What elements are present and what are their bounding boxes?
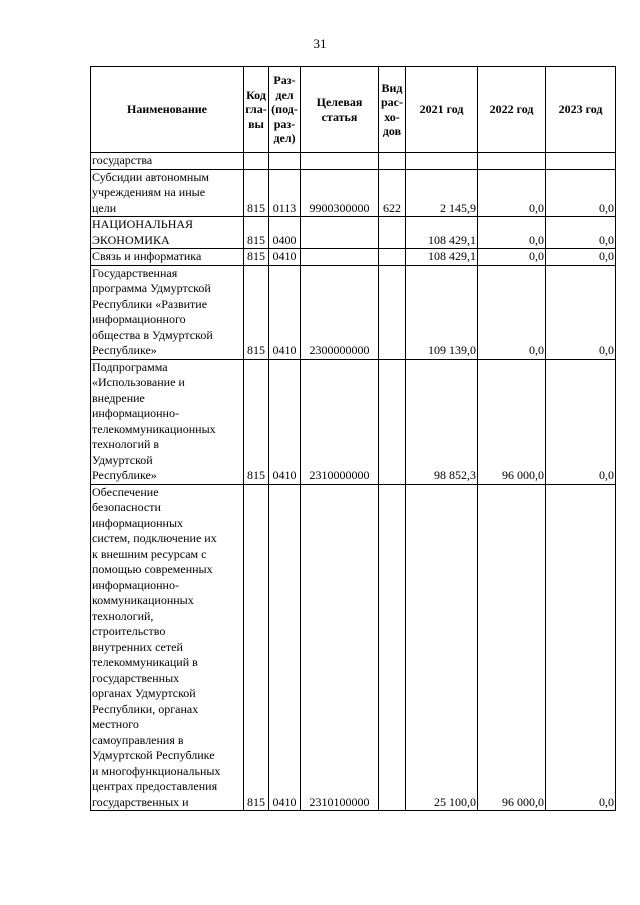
- row-target: [301, 249, 379, 266]
- row-code: 815: [244, 249, 269, 266]
- row-2021: 98 852,3: [406, 359, 478, 484]
- row-2023: 0,0: [546, 484, 616, 811]
- row-type: 622: [379, 169, 406, 217]
- row-2023: 0,0: [546, 359, 616, 484]
- row-section: 0400: [269, 217, 301, 249]
- row-2021: 2 145,9: [406, 169, 478, 217]
- row-type: [379, 359, 406, 484]
- row-target: [301, 217, 379, 249]
- row-target: 2310100000: [301, 484, 379, 811]
- header-target: Целевая статья: [301, 67, 379, 153]
- row-section: 0410: [269, 359, 301, 484]
- header-2023: 2023 год: [546, 67, 616, 153]
- row-2022: [478, 153, 546, 170]
- row-code: 815: [244, 265, 269, 359]
- row-2022: 96 000,0: [478, 359, 546, 484]
- row-type: [379, 217, 406, 249]
- table-row: [91, 169, 616, 217]
- row-target: [301, 153, 379, 170]
- row-2023: 0,0: [546, 217, 616, 249]
- row-name: НАЦИОНАЛЬНАЯ ЭКОНОМИКА: [91, 217, 244, 249]
- row-2021: 109 139,0: [406, 265, 478, 359]
- row-2022: 0,0: [478, 217, 546, 249]
- table-row: [91, 249, 616, 266]
- table-row: [91, 359, 616, 484]
- row-2021: 25 100,0: [406, 484, 478, 811]
- row-section: [269, 153, 301, 170]
- row-name: Подпрограмма «Использование и внедрение информационно- телекоммуникационных технологий в Удмуртской Республике»: [91, 359, 244, 484]
- row-name: государства: [91, 153, 244, 170]
- row-code: 815: [244, 217, 269, 249]
- header-name: Наименование: [91, 67, 244, 153]
- table-row: [91, 217, 616, 249]
- row-name: Связь и информатика: [91, 249, 244, 266]
- row-2021: 108 429,1: [406, 217, 478, 249]
- row-2023: 0,0: [546, 169, 616, 217]
- table-header-row: [91, 67, 616, 153]
- row-section: 0410: [269, 484, 301, 811]
- row-section: 0410: [269, 249, 301, 266]
- row-target: 2310000000: [301, 359, 379, 484]
- table-row: [91, 484, 616, 811]
- row-name: Обеспечение безопасности информационных систем, подключение их к внешним ресурсам с помощью современных информационно- коммуникационных технологий, строительство внутренних сетей телекоммуникаций в государственных органах Удмуртской Республики, органах местного самоуправления в Удмуртской Республике и многофункциональных центрах предоставления государственных и: [91, 484, 244, 811]
- row-type: [379, 484, 406, 811]
- row-code: [244, 153, 269, 170]
- row-type: [379, 265, 406, 359]
- header-expense-type: Вид рас- хо- дов: [379, 67, 406, 153]
- row-2022: 0,0: [478, 249, 546, 266]
- row-2021: [406, 153, 478, 170]
- page-number: 31: [313, 36, 327, 51]
- budget-table: [90, 66, 616, 811]
- row-2023: 0,0: [546, 249, 616, 266]
- table-row: [91, 265, 616, 359]
- header-2021: 2021 год: [406, 67, 478, 153]
- table-row: [91, 153, 616, 170]
- row-code: 815: [244, 169, 269, 217]
- row-section: 0113: [269, 169, 301, 217]
- row-target: 9900300000: [301, 169, 379, 217]
- row-2021: 108 429,1: [406, 249, 478, 266]
- row-2022: 96 000,0: [478, 484, 546, 811]
- row-2023: [546, 153, 616, 170]
- row-2023: 0,0: [546, 265, 616, 359]
- row-code: 815: [244, 484, 269, 811]
- row-name: Субсидии автономным учреждениям на иные цели: [91, 169, 244, 217]
- row-code: 815: [244, 359, 269, 484]
- row-name: Государственная программа Удмуртской Республики «Развитие информационного общества в Удмуртской Республике»: [91, 265, 244, 359]
- row-section: 0410: [269, 265, 301, 359]
- row-type: [379, 249, 406, 266]
- header-code: Код гла- вы: [244, 67, 269, 153]
- header-section: Раз- дел (под- раз- дел): [269, 67, 301, 153]
- row-2022: 0,0: [478, 169, 546, 217]
- row-target: 2300000000: [301, 265, 379, 359]
- row-type: [379, 153, 406, 170]
- row-2022: 0,0: [478, 265, 546, 359]
- header-2022: 2022 год: [478, 67, 546, 153]
